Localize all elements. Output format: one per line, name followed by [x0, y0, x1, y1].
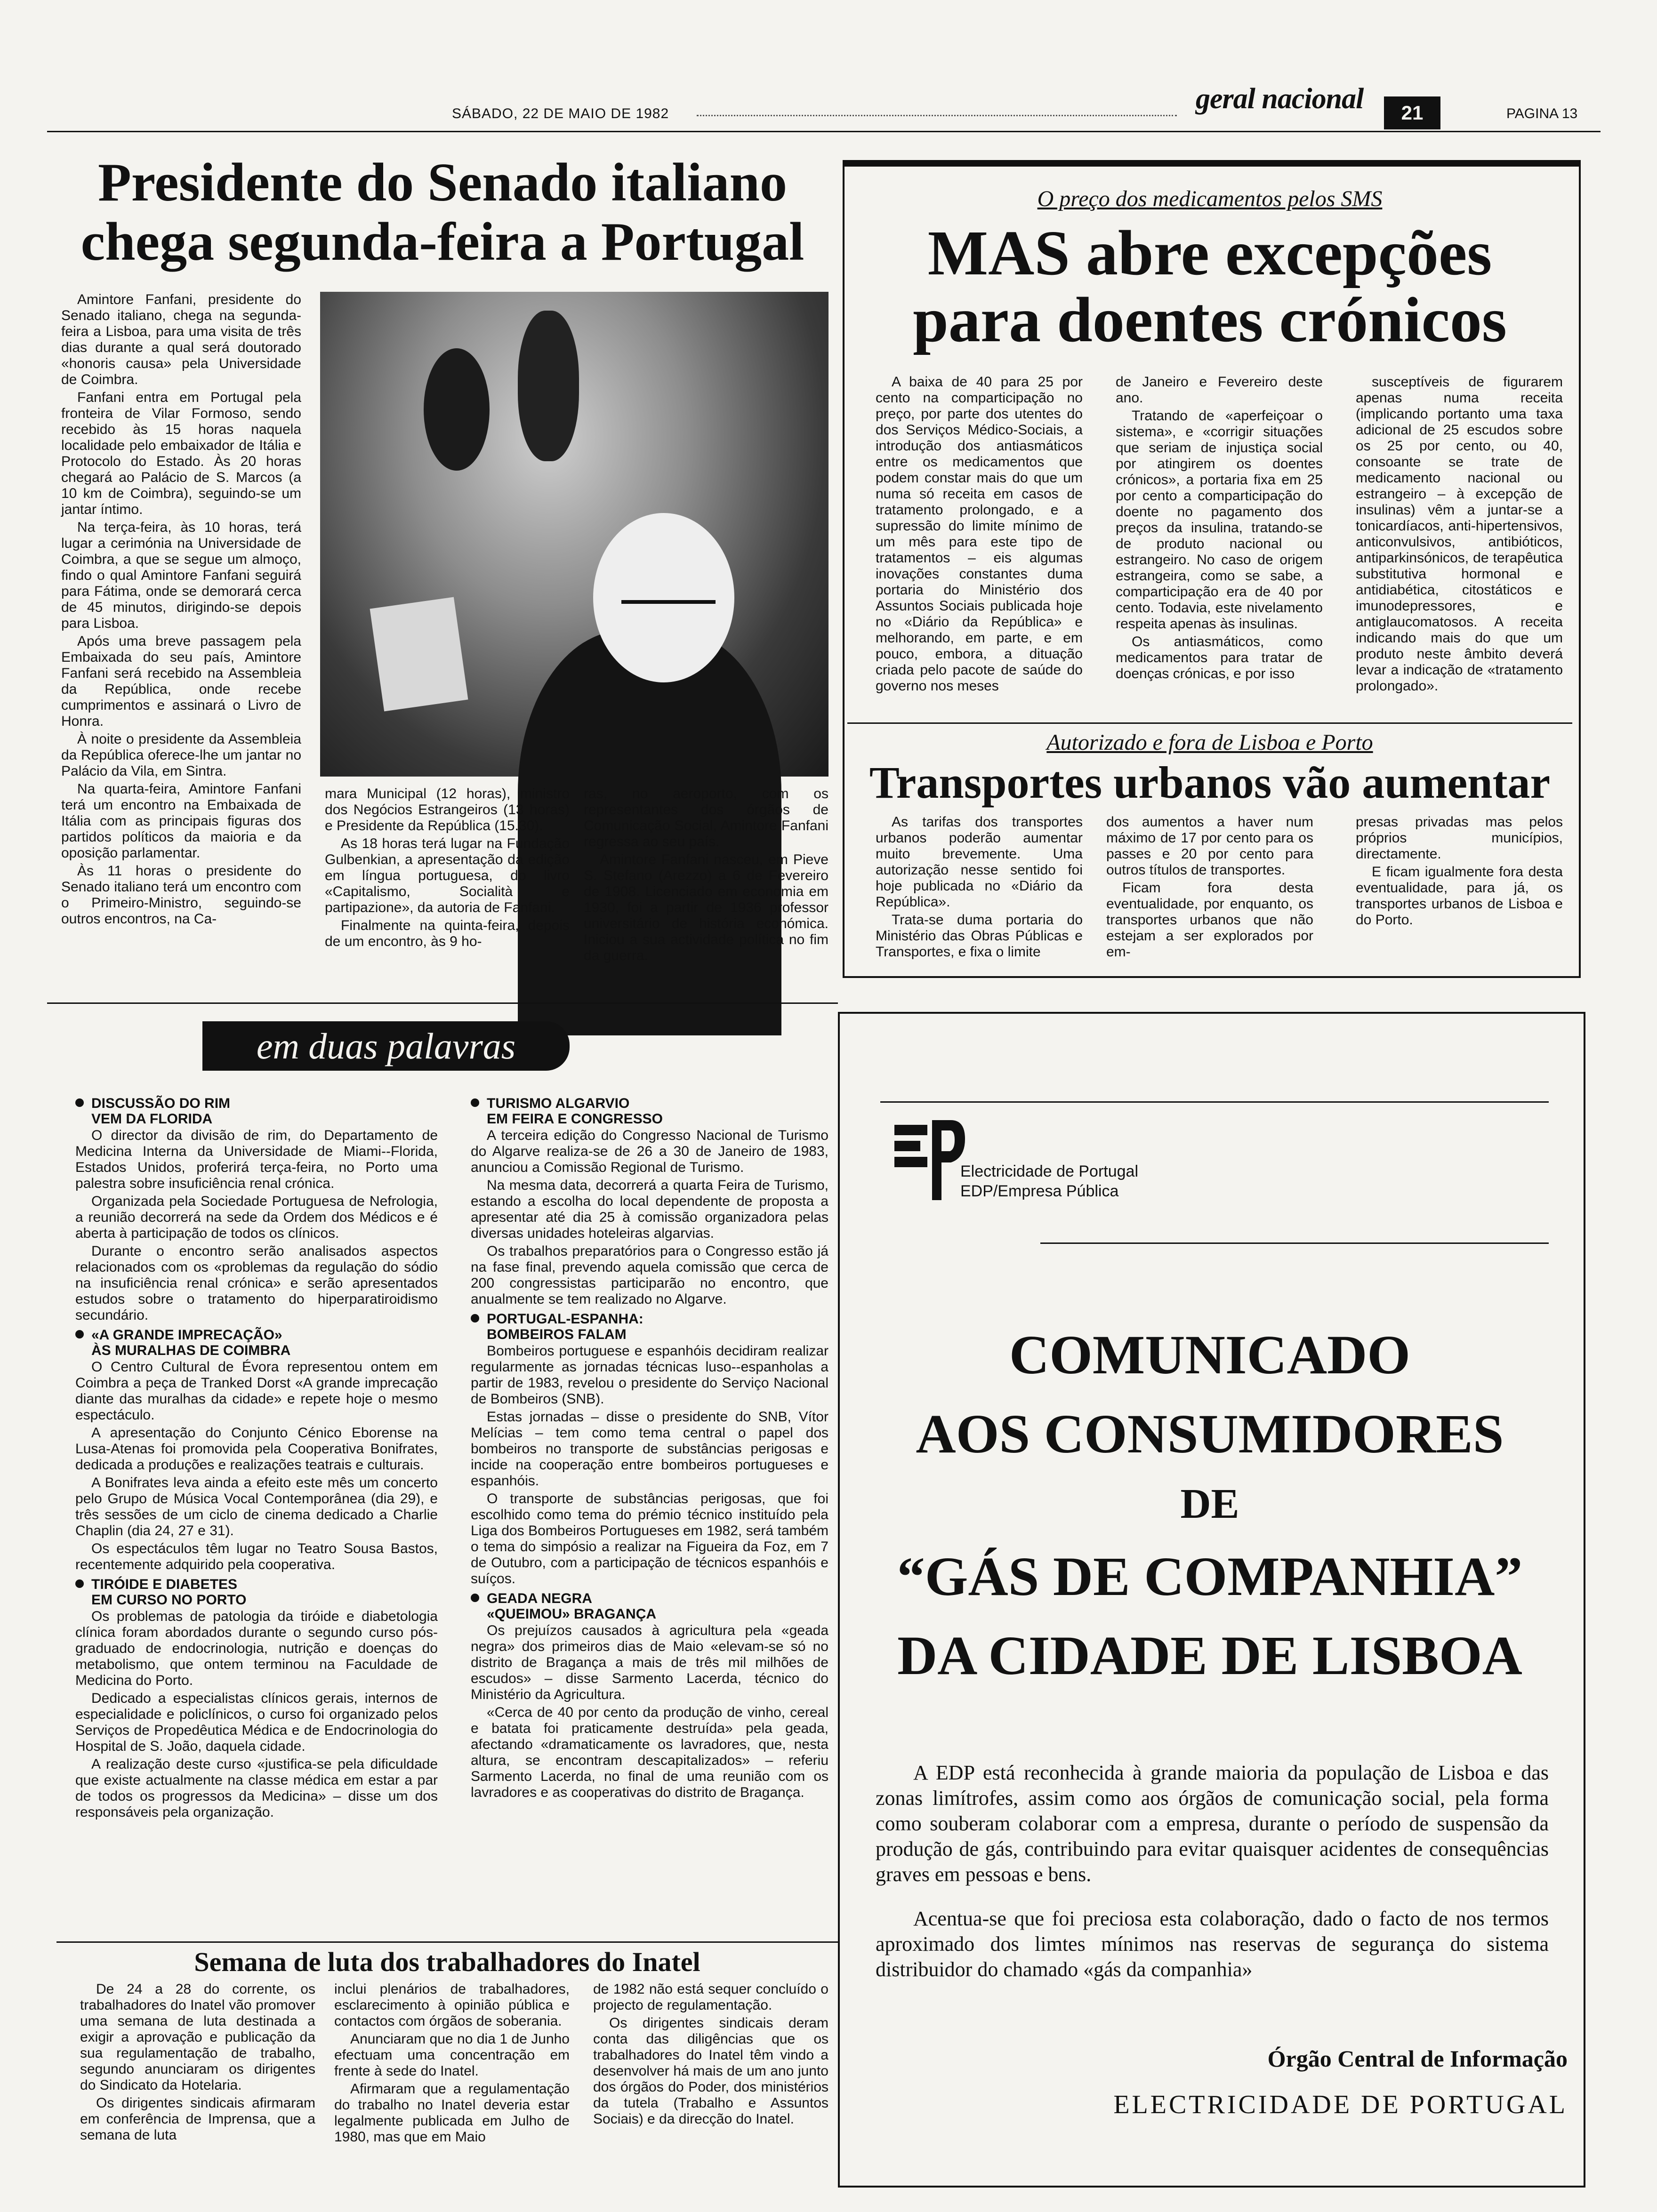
story2-paragraph: Tratando de «aperfeiçoar o sistema», e «corrigir situações que seriam de injustiça social por atingirem os doentes crónicos», a portaria fixa em 25 por cento a comparticipação do doente no pagamento dos preços da insulina, tratando-se de produto nacional ou estrangeiro. No caso de origem estrangeira, como se sabe, a comparticipação era de 40 por cento. Todavia, este nivelamento respeita apenas às insulinas.	[1116, 408, 1323, 632]
ad-signature-company: ELECTRICIDADE DE PORTUGAL	[1113, 2090, 1568, 2119]
briefs-col1	[75, 1092, 438, 1822]
brief-heading	[471, 1591, 828, 1622]
bullet-icon	[471, 1594, 479, 1602]
brief-heading-line2: BOMBEIROS FALAM	[487, 1327, 627, 1342]
story2-col1	[876, 374, 1083, 696]
brief-paragraph: Os prejuízos causados à agricultura pela «geada negra» dos primeiros dias de Maio «elevam-se só no distrito de Bragança a mais de três mil milhões de escudos» – disse Sarmento Lacerda, técnico do Ministério da Agricultura.	[471, 1623, 828, 1702]
ad-top-rule	[880, 1101, 1549, 1103]
story3-paragraph: presas privadas mas pelos próprios municípios, directamente.	[1356, 814, 1563, 862]
brief-heading-line1: TURISMO ALGARVIO	[487, 1096, 630, 1111]
brief-paragraph: «Cerca de 40 por cento da produção de vinho, cereal e batata foi praticamente destruída» pela geada, afectando «dramaticamente os lavradores, que, nesta altura, se encontram descapitalizados» – referiu Sarmento Lacerda, no final de uma reunião com os lavradores e as cooperativas do distrito de Bragança.	[471, 1705, 828, 1800]
story2-kicker: O preço dos medicamentos pelos SMS	[1037, 186, 1383, 211]
header-rule	[47, 131, 1601, 132]
brief-paragraph: O transporte de substâncias perigosas, que foi escolhido como tema do prémio técnico instituído pela Liga dos Bombeiros Portugueses em 1982, será também o tema do simpósio a realizar na Figueira da Foz, em 7 de Outubro, com a participação de técnicos espanhóis e suíços.	[471, 1491, 828, 1587]
story2-headline-line2: para doentes crónicos	[913, 285, 1507, 355]
story3-paragraph: E ficam igualmente fora desta eventualidade, para já, os transportes urbanos de Lisboa e do Porto.	[1356, 864, 1563, 928]
story4-rule	[56, 1941, 838, 1943]
brief-heading-line2: ÀS MURALHAS DE COIMBRA	[91, 1343, 291, 1358]
photo-glasses	[621, 574, 716, 604]
ad-signature-office: Órgão Central de Informação	[1267, 2045, 1568, 2072]
story3-paragraph: As tarifas dos transportes urbanos poderão aumentar muito brevemente. Uma autorização nesse sentido foi hoje publicada no «Diário da República».	[876, 814, 1083, 910]
brief-paragraph: A terceira edição do Congresso Nacional de Turismo do Algarve realiza-se de 26 a 30 de Janeiro de 1983, anunciou a Comissão Regional de Turismo.	[471, 1128, 828, 1175]
bullet-icon	[75, 1330, 84, 1338]
story3-col3	[1356, 814, 1563, 930]
story4-paragraph: Os dirigentes sindicais afirmaram em conferência de Imprensa, que a semana de luta	[80, 2095, 315, 2143]
story4-paragraph: Anunciaram que no dia 1 de Junho efectuam uma concentração em frente à sede do Inatel.	[334, 2031, 570, 2079]
story2-paragraph: susceptíveis de figurarem apenas numa receita (implicando portanto uma taxa adicional de 25 escudos sobre os 25 por cento, ou 40, consoante se trate de medicamento nacional ou estrangeiro – à excepção de insulinas) vêm a juntar-se a tonicardíacos, anti-hipertensivos, anticonvulsivos, antibióticos, antiparkinsónicos, de terapêutica substitutiva hormonal e antidiabética, citostáticos e imunodepressores, e antiglaucomatosos. A receita indicando mais do que um produto neste âmbito deverá levar a indicação de «tratamento prolongado».	[1356, 374, 1563, 694]
bullet-icon	[471, 1098, 479, 1107]
story4-paragraph: Afirmaram que a regulamentação do trabalho no Inatel deveria estar legalmente publicada em Julho de 1980, mas que em Maio	[334, 2081, 570, 2145]
story2-col2	[1116, 374, 1323, 684]
ad-body	[876, 1760, 1549, 2001]
story1-paragraph: mara Municipal (12 horas), ministro dos Negócios Estrangeiros (13 horas) e Presidente da República (15.30).	[325, 786, 570, 834]
ad-title-line: “GÁS DE COMPANHIA”	[897, 1546, 1523, 1607]
brief-paragraph: Dedicado a especialistas clínicos gerais, internos de especialidade e policlínicos, o curso foi organizado pelos Serviços de Propedêutica Médica e de Endocrinologia do Hospital de S. João, daquela cidade.	[75, 1691, 438, 1754]
photo-figure	[424, 348, 490, 471]
brief-paragraph: Os problemas de patologia da tiróide e diabetologia clínica foram abordados durante o segundo curso pós-graduado de endocrinologia, nutrição e doenças do metabolismo, que ontem terminou na Faculdade de Medicina do Porto.	[75, 1609, 438, 1688]
story1-col2	[325, 786, 570, 952]
story2-headline-line1: MAS abre excepções	[927, 218, 1492, 289]
story3-headline: Transportes urbanos vão aumentar	[869, 757, 1551, 808]
story1-paragraph: À noite o presidente da Assembleia da República oferece-lhe um jantar no Palácio da Vila, em Sintra.	[61, 731, 301, 779]
briefs-col2	[471, 1092, 828, 1803]
edp-logo-icon	[894, 1120, 965, 1200]
story3-kicker: Autorizado e fora de Lisboa e Porto	[1046, 730, 1373, 755]
story4-headline: Semana de luta dos trabalhadores do Inatel	[194, 1947, 700, 1977]
header-dotted-line	[697, 115, 1177, 116]
brief-paragraph: Estas jornadas – disse o presidente do SNB, Vítor Melícias – tem como tema central o papel dos bombeiros no transporte de substâncias perigosas e incide na cooperação entre bombeiros portugueses e espanhóis.	[471, 1409, 828, 1489]
brief-paragraph: Bombeiros portuguese e espanhóis decidiram realizar regularmente as jornadas técnicas luso--espanholas a partir de 1983, revelou o presidente do Serviço Nacional de Bombeiros (SNB).	[471, 1343, 828, 1407]
story1-paragraph: Na terça-feira, às 10 horas, terá lugar a cerimónia na Universidade de Coimbra, a que se segue um almoço, findo o qual Amintore Fanfani seguirá para Fátima, onde se demorará cerca de 45 minutos, dirigindo-se depois para Lisboa.	[61, 520, 301, 631]
story3-paragraph: dos aumentos a haver num máximo de 17 por cento para os passes e 20 por cento para outros títulos de transportes.	[1106, 814, 1313, 878]
brief-heading-line2: «QUEIMOU» BRAGANÇA	[487, 1606, 657, 1622]
story1-paragraph: Às 11 horas o presidente do Senado italiano terá um encontro com o Primeiro-Ministro, seguindo-se outros encontros, na Ca-	[61, 863, 301, 927]
bullet-icon	[471, 1314, 479, 1322]
story1-paragraph: Na quarta-feira, Amintore Fanfani terá um encontro na Embaixada de Itália com as principais figuras dos partidos políticos da maioria e da oposição parlamentar.	[61, 781, 301, 861]
story4-col1	[80, 1981, 315, 2145]
story3-paragraph: Trata-se duma portaria do Ministério das Obras Públicas e Transportes, e fixa o limite	[876, 912, 1083, 960]
brief-heading-line2: EM CURSO NO PORTO	[91, 1592, 247, 1608]
brief-heading	[75, 1327, 438, 1358]
section-box: 21	[1384, 96, 1440, 129]
ad-title-line: COMUNICADO	[1009, 1324, 1411, 1386]
story1-paragraph: Após uma breve passagem pela Embaixada do seu país, Amintore Fanfani será recebido na Assembleia da República, onde recebe cumprimentos e assinará o Livro de Honra.	[61, 633, 301, 729]
brief-paragraph: Durante o encontro serão analisados aspectos relacionados com os «problemas da regulação do sódio na insuficiência renal crónica» e serão apresentados estudos sobre o tratamento do hiperparatiroidismo secundário.	[75, 1243, 438, 1323]
story1-col1	[61, 292, 301, 929]
brief-paragraph: A realização deste curso «justifica-se pela dificuldade que existe actualmente na classe médica em estar a par de todos os progressos da Medicina» – disse um dos responsáveis pela organização.	[75, 1756, 438, 1820]
brief-paragraph: O director da divisão de rim, do Departamento de Medicina Interna da Universidade de Miami--Florida, Estados Unidos, proferirá terça-feira, no Porto uma palestra sobre insuficiência renal crónica.	[75, 1128, 438, 1191]
brief-heading	[471, 1311, 828, 1342]
story2-paragraph: Os antiasmáticos, como medicamentos para tratar de doenças crónicas, e por isso	[1116, 634, 1323, 681]
story4-paragraph: Os dirigentes sindicais deram conta das diligências que os trabalhadores do Inatel têm vindo a desenvolver há mais de um ano junto dos órgãos do Poder, dos ministérios da tutela (Trabalho e Assuntos Sociais) e da direcção do Inatel.	[593, 2015, 828, 2127]
bullet-icon	[75, 1098, 84, 1107]
section-rule	[47, 1002, 838, 1004]
ad-title-line: DA CIDADE DE LISBOA	[897, 1625, 1522, 1686]
story2-headline	[847, 218, 1572, 355]
brief-paragraph: A Bonifrates leva ainda a efeito este mês um concerto pelo Grupo de Música Vocal Contemporânea (dia 29), e três sessões de um ciclo de cinema dedicado a Charlie Chaplin (dia 24, 27 e 31).	[75, 1475, 438, 1539]
story3-col2	[1106, 814, 1313, 962]
story1-headline-line2: chega segunda-feira a Portugal	[80, 212, 804, 272]
story1-paragraph: Fanfani entra em Portugal pela fronteira de Vilar Formoso, sendo recebido às 15 horas naquela localidade pelo embaixador de Itália e Protocolo do Estado. Às 20 horas chegará ao Palácio de S. Marcos (a 10 km de Coimbra), seguindo-se um jantar íntimo.	[61, 390, 301, 517]
brief-heading	[471, 1096, 828, 1127]
brief-heading	[75, 1577, 438, 1608]
brief-heading-line1: GEADA NEGRA	[487, 1591, 592, 1606]
bullet-icon	[75, 1579, 84, 1588]
ad-paragraph: A EDP está reconhecida à grande maioria da população de Lisboa e das zonas limítrofes, assim como aos órgãos de comunicação social, pela forma como souberam colaborar com a empresa, durante o período de suspensão da produção de gás, contribuindo para evitar quaisquer acidentes de consequências graves em pessoas e bens.	[876, 1761, 1549, 1886]
brief-heading-line1: PORTUGAL-ESPANHA:	[487, 1311, 643, 1327]
story1-paragraph: ras, no aeroporto, com os representantes dos órgãos de Comunicação Social, Amintore Fanfani regressa ao seu país.	[584, 786, 828, 850]
section-name: geral nacional	[1196, 83, 1364, 115]
story1-paragraph: Amintore Fanfani, presidente do Senado italiano, chega na segunda-feira a Lisboa, para uma visita de três dias durante a qual será doutorado «honoris causa» pela Universidade de Coimbra.	[61, 292, 301, 387]
edp-company-type: EDP/Empresa Pública	[960, 1182, 1119, 1200]
story4-col2	[334, 1981, 570, 2147]
edp-company-name: Electricidade de Portugal	[960, 1162, 1139, 1180]
brief-paragraph: A apresentação do Conjunto Cénico Eborense na Lusa-Atenas foi promovida pela Cooperativa Bonifrates, dedicada a produções e realizações teatrais e culturais.	[75, 1425, 438, 1473]
ad-paragraph: Acentua-se que foi preciosa esta colaboração, dado o facto de nos termos aproximado dos limtes mínimos nas reservas de segurança do sistema distribuidor do chamado «gás da companhia»	[876, 1907, 1549, 1981]
ad-rule	[1040, 1242, 1549, 1244]
story3-paragraph: Ficam fora desta eventualidade, por enquanto, os transportes urbanos que não estejam a ser explorados por em-	[1106, 880, 1313, 960]
story4-paragraph: de 1982 não está sequer concluído o projecto de regulamentação.	[593, 1981, 828, 2013]
page-number: PAGINA 13	[1506, 106, 1578, 121]
brief-paragraph: Na mesma data, decorrerá a quarta Feira de Turismo, estando a escolha do local dependente de proposta a apresentar até dia 25 à comissão organizadora pelas diversas unidades hoteleiras algarvias.	[471, 1178, 828, 1241]
ad-title-line: DE	[1180, 1481, 1239, 1527]
story3-col1	[876, 814, 1083, 962]
story4-paragraph: inclui plenários de trabalhadores, esclarecimento à opinião pública e contactos com órgãos de soberania.	[334, 1981, 570, 2029]
brief-heading	[75, 1096, 438, 1127]
ad-title-line: AOS CONSUMIDORES	[916, 1403, 1504, 1465]
brief-heading-line1: DISCUSSÃO DO RIM	[91, 1096, 231, 1111]
brief-heading-line2: VEM DA FLORIDA	[91, 1111, 213, 1127]
story1-paragraph: As 18 horas terá lugar na Fundação Gulbenkian, a apresentação da edição em língua portuguesa, do livro «Capitalismo, Socialità e partipazione», da autoria de Fanfani.	[325, 836, 570, 915]
story1-col3	[584, 786, 828, 966]
brief-paragraph: Os espectáculos têm lugar no Teatro Sousa Bastos, recentemente adquirido pela cooperativa.	[75, 1541, 438, 1572]
brief-heading-line1: TIRÓIDE E DIABETES	[91, 1577, 238, 1592]
story1-headline-line1: Presidente do Senado italiano	[97, 152, 788, 213]
story1-headline	[56, 152, 828, 272]
brief-paragraph: Os trabalhos preparatórios para o Congresso estão já na fase final, prevendo aquela comissão que cerca de 200 congressistas participarão no encontro, que anualmente se tem realizado no Algarve.	[471, 1243, 828, 1307]
fanfani-photo	[320, 292, 828, 777]
story1-paragraph: Amintore Fanfani nasceu, em Pieve S. Stefano (Arezzo) a 6 de Fevereiro de 1908. Licenciado em economia em 1930, foi a partir de 1936 professor universitário de história económica. Iniciou a sua actividade política no fim da guerra.	[584, 852, 828, 963]
story2-paragraph: de Janeiro e Fevereiro deste ano.	[1116, 374, 1323, 406]
photo-paper	[370, 597, 468, 712]
briefs-banner: em duas palavras	[202, 1021, 570, 1071]
photo-figure	[518, 311, 579, 461]
brief-heading-line1: «A GRANDE IMPRECAÇÃO»	[91, 1327, 282, 1343]
brief-paragraph: Organizada pela Sociedade Portuguesa de Nefrologia, a reunião decorrerá na sede da Ordem dos Médicos e é aberta à participação de todos os clínicos.	[75, 1194, 438, 1241]
story1-paragraph: Finalmente na quinta-feira, depois de um encontro, às 9 ho-	[325, 918, 570, 949]
story2-paragraph: A baixa de 40 para 25 por cento na comparticipação no preço, por parte dos utentes do dos Serviços Médico-Sociais, a introdução dos antiasmáticos entre os medicamentos que podem constar mais do que um numa só receita em casos de tratamento prolongado, e a supressão do limite mínimo de um mês para este tipo de tratamentos – eis algumas inovações constantes duma portaria do Ministério dos Assuntos Sociais publicada hoje no «Diário da República» e melhorando, em parte, e em pouco, embora, a dituação criada pelo pacote de saúde do governo nos meses	[876, 374, 1083, 694]
header-date: SÁBADO, 22 DE MAIO DE 1982	[452, 106, 669, 121]
brief-heading-line2: EM FEIRA E CONGRESSO	[487, 1111, 663, 1127]
story2-rule	[847, 722, 1572, 724]
ad-title	[847, 1324, 1572, 1686]
story4-col3	[593, 1981, 828, 2129]
brief-paragraph: O Centro Cultural de Évora representou ontem em Coimbra a peça de Tranked Dorst «A grande imprecação diante das muralhas da cidade» e repete hoje o mesmo espectáculo.	[75, 1359, 438, 1423]
story2-col3	[1356, 374, 1563, 696]
story4-paragraph: De 24 a 28 do corrente, os trabalhadores do Inatel vão promover uma semana de luta destinada a exigir a aprovação e publicação da sua regulamentação de trabalho, segundo anunciaram os dirigentes do Sindicato da Hotelaria.	[80, 1981, 315, 2093]
